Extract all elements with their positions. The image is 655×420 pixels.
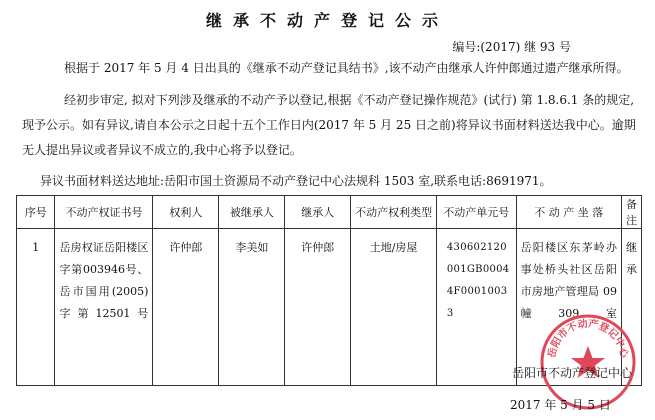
header-remark: 备注 [622, 196, 642, 229]
cell-cert: 岳房权证岳阳楼区字第003946号、岳市国用(2005)字第12501号 [55, 229, 153, 386]
cell-no: 1 [17, 229, 55, 386]
cell-unit-no: 430602120001GB00044F00010033 [436, 229, 516, 386]
seal-text: 岳阳市不动产登记中心 [546, 318, 630, 359]
header-owner: 权利人 [153, 196, 219, 229]
cell-remark: 继承 [622, 229, 642, 386]
document-number: 编号:(2017) 继 93 号 [452, 40, 571, 54]
header-heir: 继承人 [285, 196, 351, 229]
header-cert: 不动产权证书号 [55, 196, 153, 229]
cell-location: 岳阳楼区东茅岭办事处桥头社区岳阳市房地产管理局 09 幢309室 [516, 229, 621, 386]
cell-heir: 许仲郎 [285, 229, 351, 386]
header-right-type: 不动产权利类型 [351, 196, 437, 229]
issue-date: 2017 年 5 月 5 日 [510, 398, 611, 412]
objection-address: 异议书面材料送达地址:岳阳市国土资源局不动产登记中心法规科 1503 室,联系电话:8691971。 [40, 174, 552, 188]
cell-owner: 许仲郎 [153, 229, 219, 386]
page-title: 继承不动产登记公示 [205, 11, 449, 30]
paragraph-inheritance-basis: 根据于 2017 年 5 月 4 日出具的《继承不动产登记具结书》,该不动产由继承人许仲郎通过遗产继承所得。 [64, 61, 629, 75]
header-location: 不 动 产 坐 落 [516, 196, 621, 229]
header-unit-no: 不动产单元号 [436, 196, 516, 229]
issuing-organization: 岳阳市不动产登记中心 [512, 366, 633, 380]
table-header-row [17, 196, 642, 229]
paragraph-publication-notice: 经初步审定, 拟对下列涉及继承的不动产予以登记,根据《不动产登记操作规范》(试行) 第 1.8.6.1 条的规定,现予公示。如有异议,请自本公示之日起十五个工作日内(2017 年 5 月 25 日之前)将异议书面材料送达我中心。逾期无人提出异议或者异议不成立的,我中心将予以登记。 [22, 93, 636, 157]
header-no: 序号 [17, 196, 55, 229]
cell-right-type: 土地/房屋 [351, 229, 437, 386]
header-decedent: 被继承人 [219, 196, 285, 229]
cell-decedent: 李美如 [219, 229, 285, 386]
